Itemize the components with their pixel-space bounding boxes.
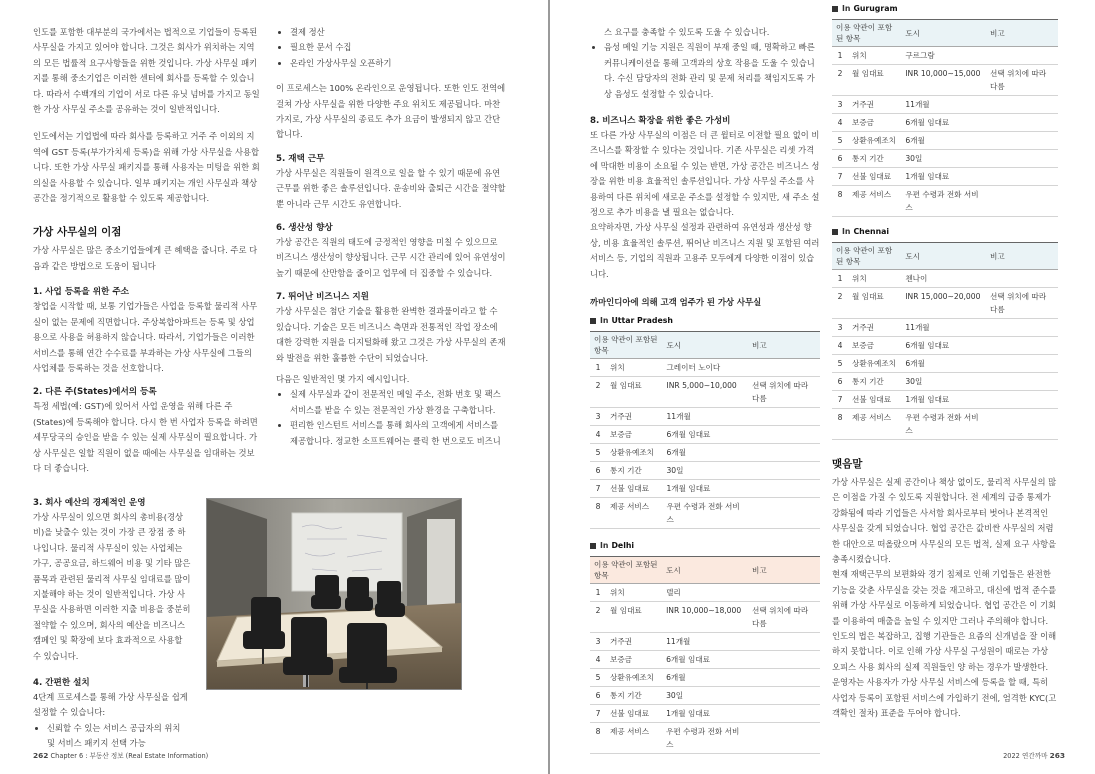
table-row [832, 373, 1058, 391]
remark-cell [986, 186, 1058, 217]
row-number: 5 [832, 355, 848, 373]
remark-cell [748, 426, 820, 444]
row-number: 5 [590, 444, 606, 462]
item-cell: 선불 임대료 [606, 480, 662, 498]
benefits-heading: 가상 사무실의 이점 [33, 226, 122, 239]
voice-mail-list [590, 40, 820, 102]
remark-cell [748, 651, 820, 669]
row-number: 6 [590, 687, 606, 705]
item-cell: 상환유예조치 [848, 355, 901, 373]
item-cell: 통지 기간 [606, 462, 662, 480]
city-cell: 6개월 [662, 444, 748, 462]
section-7-body: 가상 사무실은 첨단 기술을 활용한 완벽한 결과물이라고 할 수 있습니다. 기술은 모든 비즈니스 측면과 전통적인 작업 장소에 대한 강력한 지원을 디지털화해 왔고 그것은 가상 사무실의 존재와 발전을 위한 훌륭한 수단이 되었습니다. [276, 306, 506, 363]
table-row [832, 391, 1058, 409]
city-cell: 우편 수령과 전화 서비스 [662, 723, 748, 754]
row-number: 7 [590, 480, 606, 498]
item-cell: 제공 서비스 [606, 723, 662, 754]
section-4-bullets [33, 721, 191, 752]
delhi-heading: In Delhi [590, 541, 820, 550]
city-cell: 1개월 임대료 [662, 480, 748, 498]
item-cell: 보증금 [606, 651, 662, 669]
process-paragraph: 이 프로세스는 100% 온라인으로 운영됩니다. 또한 인도 전역에 걸쳐 가상 사무실을 위한 다양한 주요 위치도 제공됩니다. 마찬가지로, 가상 사무실의 종료도 추가 요금이 발생되지 않고 간단합니다. [276, 83, 506, 140]
row-number: 6 [590, 462, 606, 480]
city-cell: INR 5,000~10,000 [662, 377, 748, 408]
remark-cell: 선택 위치에 따라 다름 [748, 602, 820, 633]
row-number: 3 [590, 633, 606, 651]
table-row [590, 462, 820, 480]
table-header-row [832, 243, 1058, 270]
remark-cell [748, 669, 820, 687]
city-cell: 첸나이 [901, 270, 986, 288]
table-row [590, 669, 820, 687]
conclusion-paragraph-1: 가상 사무실은 실제 공간이나 책상 없이도, 물리적 사무실의 많은 이점을 가질 수 있도록 지원합니다. 전 세계의 급증 통제가 강화됨에 따라 기업들은 사서함 회사로부터 벗어나 본격적인 사무실을 갖게 되었습니다. 협업 공간은 값비싼 사무실의 저렴한 대안으로 떠올랐으며 사무실의 모든 법적, 실제 요구 사항을 충족시켰습니다. [832, 477, 1057, 565]
table-row [590, 705, 820, 723]
row-number: 5 [832, 132, 848, 150]
section-1-body: 창업을 시작할 때, 보통 기업가들은 사업을 등록할 물리적 사무실이 없는 문제에 직면합니다. 주상복합아파트는 등록 및 상업용으로 사용을 허용하지 않습니다. 따라서, 기업가들은 이러한 서비스를 통해 연간 수수료를 부과하는 가상 사무실에 그들의 사업체를 등록하는 것을 선호합니다. [33, 301, 258, 373]
right-column-2 [832, 0, 1058, 722]
remark-cell [986, 96, 1058, 114]
row-number: 1 [590, 584, 606, 602]
item-cell: 월 임대료 [848, 288, 901, 319]
row-number: 3 [590, 408, 606, 426]
row-number: 5 [590, 669, 606, 687]
examples-intro: 다음은 일반적인 몇 가지 예시입니다. [276, 373, 410, 384]
row-number: 2 [832, 288, 848, 319]
uttar-pradesh-table [590, 331, 820, 529]
row-number: 3 [832, 319, 848, 337]
table-header-row [590, 332, 820, 359]
remark-cell [986, 409, 1058, 440]
row-number: 4 [590, 651, 606, 669]
item-cell: 거주권 [848, 96, 901, 114]
row-number: 8 [832, 186, 848, 217]
city-cell: 우편 수령과 전화 서비스 [901, 186, 986, 217]
city-cell: INR 15,000~20,000 [901, 288, 986, 319]
list-item: • 음성 메일 기능 지원은 직원이 부재 중일 때, 명확하고 빠른 커뮤니케이션을 통해 고객과의 상호 작용을 도울 수 있습니다. 수신 담당자의 전화 관리 및 문제 처리를 책임지도록 가상 음성도 설정할 수 있습니다. [604, 40, 820, 102]
city-cell: 6개월 [901, 355, 986, 373]
section-8-heading: 8. 비즈니스 확장을 위한 좋은 가성비 [590, 116, 731, 127]
row-number: 7 [590, 705, 606, 723]
item-cell: 상환유예조치 [606, 669, 662, 687]
city-name: Gurugram [853, 4, 898, 13]
remark-cell [986, 270, 1058, 288]
meeting-room-illustration [207, 499, 461, 689]
chapter-title: Chapter 6 : 부동산 정보 (Real Estate Information) [50, 752, 209, 760]
table-row [590, 359, 820, 377]
table-row [590, 498, 820, 529]
table-row [590, 408, 820, 426]
row-number: 4 [832, 337, 848, 355]
remark-cell [748, 723, 820, 754]
list-item: • 온라인 가상사무실 오픈하기 [290, 56, 506, 71]
city-name: Chennai [853, 227, 890, 236]
gurugram-table [832, 19, 1058, 217]
column-header: 비고 [986, 243, 1058, 270]
section-4-body: 4단계 프로세스를 통해 가상 사무실을 쉽게 설정할 수 있습니다: [33, 692, 188, 718]
page-number: 262 [33, 751, 49, 760]
item-cell: 통지 기간 [606, 687, 662, 705]
city-cell: 1개월 임대료 [901, 391, 986, 409]
right-page-footer [1003, 750, 1065, 760]
list-item: • 필요한 문서 수집 [290, 40, 506, 55]
city-cell: 11개월 [662, 633, 748, 651]
remark-cell [986, 337, 1058, 355]
table-row [832, 114, 1058, 132]
section-2-body: 특정 세법(예: GST)에 있어서 사업 운영을 위해 다른 주(States)에 등록해야 합니다. 다시 한 번 사업자 등록을 하려면 세무당국의 승인을 받을 수 있는 실제 사무실이 필요합니다. 가상 사무실은 일할 직원이 없을 때에는 사무실을 임대하는 것보다 더 좋습니다. [33, 401, 258, 473]
item-cell: 거주권 [848, 319, 901, 337]
city-name: Uttar Pradesh [611, 316, 673, 326]
section-7-heading: 7. 뛰어난 비즈니스 지원 [276, 292, 369, 303]
item-cell: 월 임대료 [606, 602, 662, 633]
city-cell: 11개월 [662, 408, 748, 426]
city-cell: 1개월 임대료 [901, 168, 986, 186]
table-row [832, 319, 1058, 337]
table-row [832, 270, 1058, 288]
summary-paragraph: 요약하자면, 가상 사무실 설정과 관련하여 유연성과 생산성 향상, 비용 효율적인 솔루션, 뛰어난 비즈니스 지원 및 포함된 여러 서비스 등, 기업의 직원과 고용주 모두에게 다양한 이점이 있습니다. [590, 222, 820, 279]
item-cell: 위치 [606, 584, 662, 602]
column-header: 도시 [662, 332, 748, 359]
section-1-heading: 1. 사업 등록을 위한 주소 [33, 287, 129, 298]
table-row [832, 186, 1058, 217]
remark-cell [986, 319, 1058, 337]
item-cell: 월 임대료 [848, 65, 901, 96]
city-cell: 6개월 임대료 [662, 651, 748, 669]
list-item: • 실제 사무실과 같이 전문적인 메일 주소, 전화 번호 및 팩스 서비스를 받을 수 있는 전문적인 가상 환경을 구축합니다. [290, 387, 506, 418]
row-number: 4 [590, 426, 606, 444]
list-item: • 신뢰할 수 있는 서비스 공급자의 위치 및 서비스 패키지 선택 가능 [47, 721, 191, 752]
table-row [832, 132, 1058, 150]
chennai-heading: In Chennai [832, 227, 1058, 236]
square-bullet-icon [832, 6, 838, 12]
city-cell: 구르그람 [901, 47, 986, 65]
row-number: 1 [832, 270, 848, 288]
table-row [832, 288, 1058, 319]
row-number: 8 [590, 498, 606, 529]
meeting-room-photo [206, 498, 462, 690]
section-6-body: 가상 공간은 직원의 태도에 긍정적인 영향을 미칠 수 있으므로 비즈니스 생산성이 향상됩니다. 근무 시간 관리에 있어 유연성이 높기 때문에 산만함을 줄이고 업무에 더 집중할 수 있습니다. [276, 237, 506, 278]
table-row [590, 426, 820, 444]
left-column-2 [276, 25, 506, 455]
remark-cell [748, 408, 820, 426]
column-header: 비고 [748, 557, 820, 584]
delhi-table [590, 556, 820, 754]
intro-paragraph-2: 인도에서는 기업법에 따라 회사를 등록하고 거주 주 이외의 지역에 GST 등록(부가가치세 등록)을 위해 가상 사무실을 사용합니다. 또한 가상 사무실 패키지를 통해 사용자는 미팅을 위한 회의실을 사용할 수 있습니다. 일부 패키지는 개인 사무실과 책상 공간을 정기적으로 활용할 수 있도록 제공합니다. [33, 131, 260, 204]
item-cell: 월 임대료 [606, 377, 662, 408]
column-header: 도시 [662, 557, 748, 584]
row-number: 3 [832, 96, 848, 114]
item-cell: 상환유예조치 [606, 444, 662, 462]
item-cell: 보증금 [606, 426, 662, 444]
square-bullet-icon [590, 543, 596, 549]
item-cell: 거주권 [606, 408, 662, 426]
intro-paragraph-1: 인도를 포함한 대부분의 국가에서는 법적으로 기업들이 등록된 사무실을 가지고 있어야 합니다. 그것은 회사가 위치하는 지역의 모든 법률적 요구사항들을 위한 것입니다. 가상 사무실 패키지를 통해 중소기업은 이러한 센터에 회사를 등록할 수 있습니다. 따라서 수백개의 기업이 서로 다른 유닛 넘버를 가지고 동일한 가상 사무실 주소를 공유하는 것이 일반적입니다. [33, 27, 260, 115]
city-cell: 6개월 임대료 [662, 426, 748, 444]
section-3-heading: 3. 회사 예산의 경제적인 운영 [33, 498, 146, 508]
column-header: 도시 [901, 243, 986, 270]
section-5-body: 가상 사무실은 직원들이 원격으로 일을 할 수 있기 때문에 유연 근무를 위한 좋은 솔루션입니다. 운송비와 출퇴근 시간을 절약할 뿐 아니라 근무 시간도 유연합니다. [276, 167, 506, 209]
column-header: 도시 [901, 20, 986, 47]
list-item: • 편리한 인스턴트 서비스를 통해 회사의 고객에게 서비스를 제공합니다. 정교한 소프트웨어는 클릭 한 번으로도 비즈니 [290, 418, 506, 449]
uttar-pradesh-heading: In Uttar Pradesh [590, 316, 820, 325]
remark-cell [748, 584, 820, 602]
table-row [590, 377, 820, 408]
left-column-1-lower [33, 487, 191, 758]
table-header-row [832, 20, 1058, 47]
table-row [590, 651, 820, 669]
examples-list [276, 387, 506, 449]
city-cell: 우편 수령과 전화 서비스 [662, 498, 748, 529]
square-bullet-icon [590, 318, 596, 324]
city-cell: 30일 [901, 373, 986, 391]
city-cell: 30일 [901, 150, 986, 168]
city-cell: INR 10,000~15,000 [901, 65, 986, 96]
remark-cell [748, 462, 820, 480]
row-number: 7 [832, 168, 848, 186]
item-cell: 통지 기간 [848, 150, 901, 168]
row-number: 1 [590, 359, 606, 377]
city-cell: 우편 수령과 전화 서비스 [901, 409, 986, 440]
chennai-table [832, 242, 1058, 440]
remark-cell: 선택 위치에 따라 다름 [748, 377, 820, 408]
row-number: 6 [832, 150, 848, 168]
item-cell: 위치 [848, 47, 901, 65]
remark-cell [748, 498, 820, 529]
section-6-heading: 6. 생산성 향상 [276, 223, 333, 234]
remark-cell: 선택 위치에 따라 다름 [986, 288, 1058, 319]
column-header: 이용 약관이 포함된 항목 [832, 20, 901, 47]
remark-cell [748, 480, 820, 498]
remark-cell [986, 150, 1058, 168]
column-header: 이용 약관이 포함된 항목 [832, 243, 901, 270]
table-row [832, 150, 1058, 168]
remark-cell [986, 168, 1058, 186]
table-row [590, 633, 820, 651]
item-cell: 위치 [848, 270, 901, 288]
row-number: 8 [590, 723, 606, 754]
city-cell: 11개월 [901, 319, 986, 337]
city-cell: 6개월 [901, 132, 986, 150]
table-row [590, 480, 820, 498]
city-cell: 6개월 임대료 [901, 337, 986, 355]
column-header: 이용 약관이 포함된 항목 [590, 332, 662, 359]
row-number: 2 [590, 377, 606, 408]
left-column-1 [33, 25, 261, 476]
benefits-intro: 가상 사무실은 많은 중소기업들에게 큰 혜택을 줍니다. 주로 다음과 같은 방법으로 도움이 됩니다 [33, 245, 258, 271]
table-row [832, 96, 1058, 114]
city-name: Delhi [611, 541, 635, 551]
item-cell: 보증금 [848, 337, 901, 355]
table-row [832, 47, 1058, 65]
item-cell: 선불 임대료 [848, 168, 901, 186]
table-row [590, 723, 820, 754]
publication-title: 2022 연간까마 [1003, 752, 1048, 760]
remark-cell [748, 444, 820, 462]
section-8-body: 또 다른 가상 사무실의 이점은 더 큰 윌터로 이전할 필요 없이 비즈니스를 확장할 수 있다는 것입니다. 기존 사무실은 리셋 가격에 막대한 비용이 소요될 수 있는 반면, 가상 공간은 비즈니스 성장을 위한 비용 효율적인 솔루션입니다. 가상 사무실 주소를 사용하여 다른 위치에 새로운 주소를 설정할 수 있지만, 새 주소 설정으로 추가 비용을 낼 필요는 없습니다. [590, 130, 820, 218]
item-cell: 선불 임대료 [848, 391, 901, 409]
row-number: 2 [590, 602, 606, 633]
table-header-row [590, 557, 820, 584]
conclusion-paragraph-2: 현재 재택근무의 보편화와 경기 침체로 인해 기업들은 완전한 기능을 갖춘 사무실을 갖는 것을 재고하고, 대신에 법적 준수를 위해 가상 사무실로 이동하게 되었습니다. 협업 공간은 이 기회를 이용하여 매출을 높일 수 있지만 그러나 주의해야 합니다. 인도의 법은 복잡하고, 집행 기관들은 요즘의 신개념을 잘 이해하지 못합니다. 이로 인해 가상 사무실 구성원이 때로는 가상 오피스 사용 회사의 실제 직원들인 양 하는 경우가 발생한다. 운영자는 사용자가 가상 사무실 서비스에 등록을 할 때, 특히 사업자 등록이 포함된 서비스에 가입하기 전에, 엄격한 KYC(고객확인 절차) 표준을 두어야 합니다. [832, 569, 1057, 719]
column-header: 비고 [986, 20, 1058, 47]
remark-cell [748, 633, 820, 651]
right-column-1 [590, 25, 820, 754]
row-number: 2 [832, 65, 848, 96]
continued-text: 스 요구를 충족할 수 있도록 도울 수 있습니다. [604, 27, 770, 37]
city-cell: 델리 [662, 584, 748, 602]
city-cell: 그레이터 노이다 [662, 359, 748, 377]
city-cell: INR 10,000~18,000 [662, 602, 748, 633]
remark-cell [986, 355, 1058, 373]
item-cell: 보증금 [848, 114, 901, 132]
city-cell: 30일 [662, 462, 748, 480]
gurugram-heading: In Gurugram [832, 4, 1058, 13]
column-header: 비고 [748, 332, 820, 359]
table-row [832, 168, 1058, 186]
row-number: 4 [832, 114, 848, 132]
remark-cell [986, 132, 1058, 150]
remark-cell [748, 687, 820, 705]
square-bullet-icon [832, 229, 838, 235]
remark-cell [986, 114, 1058, 132]
table-row [590, 584, 820, 602]
item-cell: 선불 임대료 [606, 705, 662, 723]
remark-cell: 선택 위치에 따라 다름 [986, 65, 1058, 96]
city-cell: 6개월 임대료 [901, 114, 986, 132]
list-item: • 결제 정산 [290, 25, 506, 40]
table-row [590, 602, 820, 633]
page-number: 263 [1049, 751, 1065, 760]
city-cell: 1개월 임대료 [662, 705, 748, 723]
table-row [832, 355, 1058, 373]
row-number: 1 [832, 47, 848, 65]
right-page [550, 0, 1095, 774]
table-row [832, 337, 1058, 355]
setup-steps-list [276, 25, 506, 71]
item-cell: 통지 기간 [848, 373, 901, 391]
item-cell: 제공 서비스 [848, 409, 901, 440]
section-4-heading: 4. 간편한 설치 [33, 678, 90, 689]
item-cell: 제공 서비스 [606, 498, 662, 529]
row-number: 7 [832, 391, 848, 409]
remark-cell [986, 391, 1058, 409]
section-5-heading: 5. 재택 근무 [276, 153, 325, 164]
city-cell: 11개월 [901, 96, 986, 114]
city-cell: 6개월 [662, 669, 748, 687]
column-header: 이용 약관이 포함된 항목 [590, 557, 662, 584]
remark-cell [748, 359, 820, 377]
table-row [590, 444, 820, 462]
city-cell: 30일 [662, 687, 748, 705]
table-row [590, 687, 820, 705]
table-row [832, 409, 1058, 440]
section-3-body: 가상 사무실이 있으면 회사의 총비용(경상비)을 낮출수 있는 것이 가장 큰 장점 중 하나입니다. 물리적 사무실이 있는 사업체는 가구, 공공요금, 하드웨어 비용 및 기타 많은 품목과 관련된 물리적 사무실 임대료를 많이 지불해야 하는 것이 일반적입니다. 가상 사무실을 사용하면 이러한 지출 비용을 중분히 절약할 수 있으며, 회사의 예산을 비즈니스 캠페인 및 확장에 보다 효과적으로 사용할 수 있습니다. [33, 512, 191, 661]
table-row [832, 65, 1058, 96]
item-cell: 제공 서비스 [848, 186, 901, 217]
remark-cell [986, 373, 1058, 391]
item-cell: 거주권 [606, 633, 662, 651]
row-number: 8 [832, 409, 848, 440]
row-number: 6 [832, 373, 848, 391]
tables-title: 까마인디아에 의해 고객 엄주가 된 가상 사무실 [590, 297, 762, 308]
item-cell: 위치 [606, 359, 662, 377]
section-2-heading: 2. 다른 주(States)에서의 등록 [33, 387, 157, 398]
remark-cell [748, 705, 820, 723]
conclusion-heading: 맺음말 [832, 458, 863, 470]
item-cell: 상환유예조치 [848, 132, 901, 150]
remark-cell [986, 47, 1058, 65]
left-page-footer [33, 750, 208, 760]
